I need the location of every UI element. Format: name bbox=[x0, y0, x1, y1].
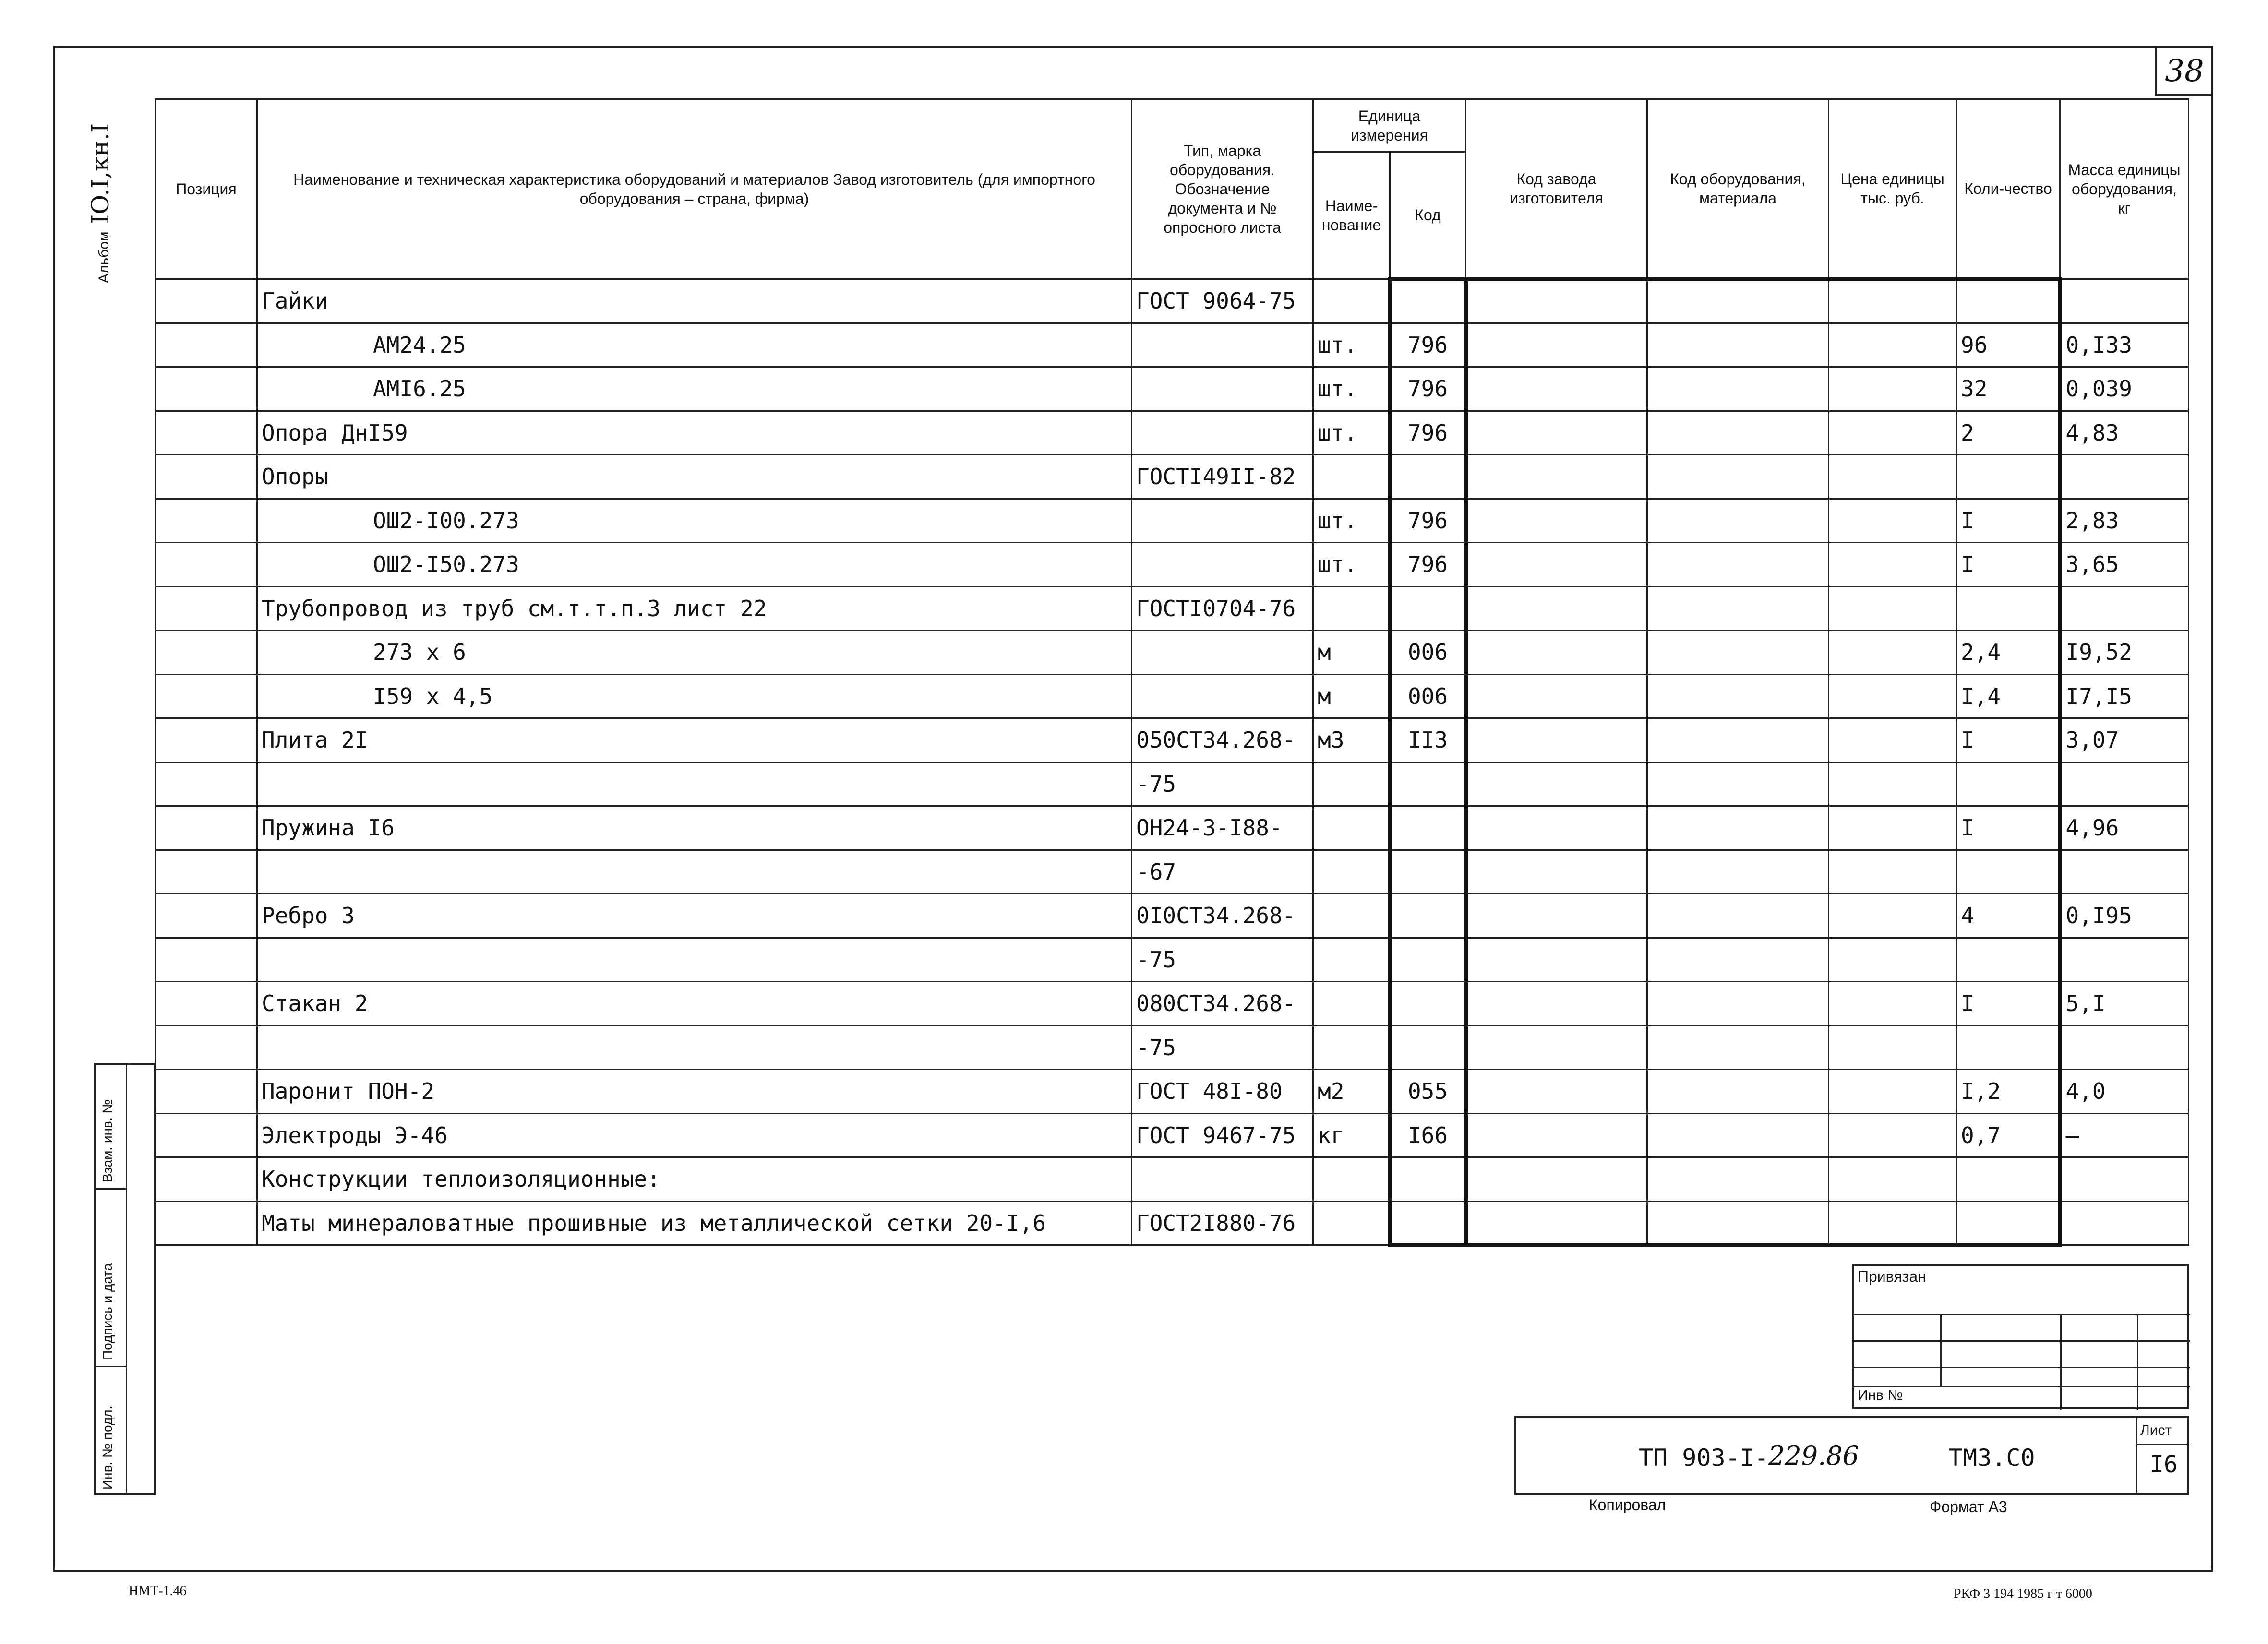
unit-code-cell: 006 bbox=[1390, 674, 1466, 718]
type-cell bbox=[1132, 543, 1313, 587]
equipment-code-cell bbox=[1647, 894, 1829, 938]
price-cell bbox=[1829, 850, 1956, 894]
table-row bbox=[156, 894, 2189, 938]
unit-code-cell bbox=[1390, 1025, 1466, 1070]
equipment-code-cell bbox=[1647, 1201, 1829, 1245]
qty-cell bbox=[1956, 850, 2060, 894]
type-cell: -75 bbox=[1132, 762, 1313, 806]
price-cell bbox=[1829, 543, 1956, 587]
unit-code-cell: 796 bbox=[1390, 323, 1466, 367]
footer-right-code: РКФ 3 194 1985 г т 6000 bbox=[1954, 1586, 2092, 1601]
price-cell bbox=[1829, 1157, 1956, 1202]
position-cell bbox=[156, 894, 257, 938]
price-cell bbox=[1829, 1070, 1956, 1114]
table-row bbox=[156, 718, 2189, 762]
type-cell: ГОСТ 48I-80 bbox=[1132, 1070, 1313, 1114]
position-cell bbox=[156, 718, 257, 762]
price-cell bbox=[1829, 1113, 1956, 1157]
item-name-cell bbox=[257, 938, 1132, 982]
mass-cell: 4,83 bbox=[2060, 411, 2189, 455]
unit-name-cell bbox=[1313, 938, 1390, 982]
equipment-code-cell bbox=[1647, 631, 1829, 675]
table-row bbox=[156, 762, 2189, 806]
item-name-cell: Ребро 3 bbox=[257, 894, 1132, 938]
type-cell bbox=[1132, 323, 1313, 367]
unit-code-cell: 796 bbox=[1390, 499, 1466, 543]
equipment-code-cell bbox=[1647, 718, 1829, 762]
equipment-code-cell bbox=[1647, 938, 1829, 982]
price-cell bbox=[1829, 718, 1956, 762]
table-row bbox=[156, 1025, 2189, 1070]
item-name-cell: Гайки bbox=[257, 279, 1132, 323]
item-name-cell: Конструкции теплоизоляционные: bbox=[257, 1157, 1132, 1202]
qty-cell: I bbox=[1956, 806, 2060, 850]
qty-cell bbox=[1956, 586, 2060, 631]
page-number: 38 bbox=[2155, 48, 2212, 96]
doc-mark: ТМ3.С0 bbox=[1948, 1444, 2035, 1472]
factory-code-cell bbox=[1466, 631, 1647, 675]
qty-cell: 96 bbox=[1956, 323, 2060, 367]
item-name-cell: I59 x 4,5 bbox=[257, 674, 1132, 718]
price-cell bbox=[1829, 1025, 1956, 1070]
mass-cell bbox=[2060, 938, 2189, 982]
mass-cell: 0,I95 bbox=[2060, 894, 2189, 938]
equipment-code-cell bbox=[1647, 499, 1829, 543]
type-cell bbox=[1132, 631, 1313, 675]
item-name-cell: Электроды Э-46 bbox=[257, 1113, 1132, 1157]
factory-code-cell bbox=[1466, 279, 1647, 323]
qty-cell bbox=[1956, 762, 2060, 806]
type-cell: 0I0СТ34.268- bbox=[1132, 894, 1313, 938]
position-cell bbox=[156, 279, 257, 323]
position-cell bbox=[156, 1201, 257, 1245]
mass-cell: 5,I bbox=[2060, 982, 2189, 1026]
mass-cell: 3,07 bbox=[2060, 718, 2189, 762]
qty-cell: I,4 bbox=[1956, 674, 2060, 718]
type-cell: 080СТ34.268- bbox=[1132, 982, 1313, 1026]
unit-code-cell: 796 bbox=[1390, 367, 1466, 411]
equipment-code-cell bbox=[1647, 762, 1829, 806]
factory-code-cell bbox=[1466, 850, 1647, 894]
qty-cell: 2 bbox=[1956, 411, 2060, 455]
unit-code-cell: 796 bbox=[1390, 411, 1466, 455]
equipment-code-cell bbox=[1647, 806, 1829, 850]
mass-cell: – bbox=[2060, 1113, 2189, 1157]
factory-code-cell bbox=[1466, 367, 1647, 411]
position-cell bbox=[156, 806, 257, 850]
equipment-code-cell bbox=[1647, 455, 1829, 499]
unit-name-cell: кг bbox=[1313, 1113, 1390, 1157]
factory-code-cell bbox=[1466, 718, 1647, 762]
doc-number: 229.86 bbox=[1768, 1441, 1859, 1471]
position-cell bbox=[156, 543, 257, 587]
price-cell bbox=[1829, 323, 1956, 367]
table-row bbox=[156, 674, 2189, 718]
table-row bbox=[156, 982, 2189, 1026]
table-row bbox=[156, 1113, 2189, 1157]
equipment-code-cell bbox=[1647, 367, 1829, 411]
album-label bbox=[86, 62, 125, 283]
side-stamp bbox=[94, 1063, 156, 1495]
equipment-code-cell bbox=[1647, 543, 1829, 587]
qty-cell: 32 bbox=[1956, 367, 2060, 411]
unit-name-cell bbox=[1313, 982, 1390, 1026]
header-position: Позиция bbox=[156, 99, 257, 279]
mass-cell: 4,0 bbox=[2060, 1070, 2189, 1114]
price-cell bbox=[1829, 499, 1956, 543]
unit-code-cell bbox=[1390, 279, 1466, 323]
equipment-code-cell bbox=[1647, 1025, 1829, 1070]
table-row bbox=[156, 411, 2189, 455]
qty-cell bbox=[1956, 1025, 2060, 1070]
qty-cell: 0,7 bbox=[1956, 1113, 2060, 1157]
unit-name-cell bbox=[1313, 806, 1390, 850]
mass-cell bbox=[2060, 279, 2189, 323]
mass-cell: 2,83 bbox=[2060, 499, 2189, 543]
item-name-cell: Стакан 2 bbox=[257, 982, 1132, 1026]
unit-code-cell bbox=[1390, 1157, 1466, 1202]
position-cell bbox=[156, 850, 257, 894]
type-cell: ГОСТ2I880-76 bbox=[1132, 1201, 1313, 1245]
sheet-number: I6 bbox=[2150, 1451, 2178, 1478]
table-row bbox=[156, 1201, 2189, 1245]
factory-code-cell bbox=[1466, 762, 1647, 806]
factory-code-cell bbox=[1466, 1070, 1647, 1114]
factory-code-cell bbox=[1466, 323, 1647, 367]
table-row bbox=[156, 279, 2189, 323]
position-cell bbox=[156, 674, 257, 718]
unit-name-cell bbox=[1313, 894, 1390, 938]
price-cell bbox=[1829, 1201, 1956, 1245]
item-name-cell bbox=[257, 850, 1132, 894]
copied-label: Копировал bbox=[1589, 1496, 1666, 1513]
qty-cell: I bbox=[1956, 982, 2060, 1026]
table-row bbox=[156, 586, 2189, 631]
unit-name-cell: шт. bbox=[1313, 367, 1390, 411]
position-cell bbox=[156, 586, 257, 631]
specification-table bbox=[155, 98, 2189, 1247]
table-row bbox=[156, 1070, 2189, 1114]
equipment-code-cell bbox=[1647, 982, 1829, 1026]
unit-code-cell bbox=[1390, 455, 1466, 499]
header-equipment-code: Код оборудования, материала bbox=[1647, 99, 1829, 279]
price-cell bbox=[1829, 586, 1956, 631]
type-cell: 050СТ34.268- bbox=[1132, 718, 1313, 762]
album-word: Альбом bbox=[96, 231, 112, 283]
unit-name-cell: м bbox=[1313, 674, 1390, 718]
item-name-cell: Плита 2I bbox=[257, 718, 1132, 762]
unit-code-cell bbox=[1390, 1201, 1466, 1245]
price-cell bbox=[1829, 411, 1956, 455]
qty-cell: 2,4 bbox=[1956, 631, 2060, 675]
mass-cell bbox=[2060, 850, 2189, 894]
header-mass: Масса единицы оборудования, кг bbox=[2060, 99, 2189, 279]
mass-cell: 0,039 bbox=[2060, 367, 2189, 411]
item-name-cell bbox=[257, 762, 1132, 806]
factory-code-cell bbox=[1466, 499, 1647, 543]
unit-code-cell: II3 bbox=[1390, 718, 1466, 762]
unit-code-cell: 055 bbox=[1390, 1070, 1466, 1114]
type-cell bbox=[1132, 1157, 1313, 1202]
mass-cell bbox=[2060, 1025, 2189, 1070]
factory-code-cell bbox=[1466, 543, 1647, 587]
type-cell: -67 bbox=[1132, 850, 1313, 894]
header-name: Наименование и техническая характеристика оборудований и материалов Завод изготовитель (для импортного оборудования – страна, фирма) bbox=[257, 99, 1132, 279]
unit-code-cell bbox=[1390, 894, 1466, 938]
table-row bbox=[156, 1157, 2189, 1202]
position-cell bbox=[156, 938, 257, 982]
title-block: Лист I6 ТП 903-I- 229.86 ТМ3.С0 bbox=[1514, 1416, 2189, 1495]
factory-code-cell bbox=[1466, 894, 1647, 938]
format-label: Формат А3 bbox=[1930, 1498, 2007, 1515]
unit-code-cell bbox=[1390, 938, 1466, 982]
header-unit-name: Наиме-нование bbox=[1313, 152, 1390, 279]
unit-code-cell: 006 bbox=[1390, 631, 1466, 675]
item-name-cell: 273 x 6 bbox=[257, 631, 1132, 675]
mass-cell bbox=[2060, 1157, 2189, 1202]
unit-name-cell: шт. bbox=[1313, 323, 1390, 367]
table-row bbox=[156, 850, 2189, 894]
factory-code-cell bbox=[1466, 1025, 1647, 1070]
price-cell bbox=[1829, 455, 1956, 499]
item-name-cell: Маты минераловатные прошивные из металлической сетки 20-I,6 bbox=[257, 1201, 1132, 1245]
header-qty: Коли-чество bbox=[1956, 99, 2060, 279]
type-cell: ОН24-3-I88- bbox=[1132, 806, 1313, 850]
type-cell: ГОСТI49II-82 bbox=[1132, 455, 1313, 499]
equipment-code-cell bbox=[1647, 279, 1829, 323]
mass-cell: 3,65 bbox=[2060, 543, 2189, 587]
item-name-cell: АМI6.25 bbox=[257, 367, 1132, 411]
position-cell bbox=[156, 1157, 257, 1202]
unit-name-cell: м2 bbox=[1313, 1070, 1390, 1114]
mass-cell bbox=[2060, 586, 2189, 631]
factory-code-cell bbox=[1466, 1113, 1647, 1157]
equipment-code-cell bbox=[1647, 674, 1829, 718]
unit-code-cell bbox=[1390, 762, 1466, 806]
type-cell: ГОСТ 9467-75 bbox=[1132, 1113, 1313, 1157]
price-cell bbox=[1829, 982, 1956, 1026]
equipment-code-cell bbox=[1647, 323, 1829, 367]
table-body bbox=[156, 279, 2189, 1245]
type-cell: ГОСТ 9064-75 bbox=[1132, 279, 1313, 323]
position-cell bbox=[156, 1025, 257, 1070]
unit-name-cell bbox=[1313, 1025, 1390, 1070]
price-cell bbox=[1829, 938, 1956, 982]
unit-name-cell: м bbox=[1313, 631, 1390, 675]
position-cell bbox=[156, 323, 257, 367]
price-cell bbox=[1829, 894, 1956, 938]
factory-code-cell bbox=[1466, 1201, 1647, 1245]
price-cell bbox=[1829, 631, 1956, 675]
qty-cell bbox=[1956, 455, 2060, 499]
stamp-inv-original: Инв. № подл. bbox=[100, 1406, 115, 1489]
mass-cell: 0,I33 bbox=[2060, 323, 2189, 367]
equipment-code-cell bbox=[1647, 586, 1829, 631]
qty-cell bbox=[1956, 938, 2060, 982]
unit-code-cell bbox=[1390, 850, 1466, 894]
factory-code-cell bbox=[1466, 455, 1647, 499]
position-cell bbox=[156, 982, 257, 1026]
factory-code-cell bbox=[1466, 938, 1647, 982]
position-cell bbox=[156, 1070, 257, 1114]
table-row bbox=[156, 367, 2189, 411]
unit-code-cell bbox=[1390, 982, 1466, 1026]
unit-code-cell bbox=[1390, 586, 1466, 631]
price-cell bbox=[1829, 674, 1956, 718]
header-type: Тип, марка оборудования. Обозначение документа и № опросного листа bbox=[1132, 99, 1313, 279]
unit-name-cell bbox=[1313, 455, 1390, 499]
unit-name-cell: шт. bbox=[1313, 543, 1390, 587]
factory-code-cell bbox=[1466, 586, 1647, 631]
qty-cell: I bbox=[1956, 718, 2060, 762]
qty-cell bbox=[1956, 279, 2060, 323]
bound-box: Привязан Инв № bbox=[1852, 1264, 2189, 1409]
position-cell bbox=[156, 499, 257, 543]
type-cell: ГОСТI0704-76 bbox=[1132, 586, 1313, 631]
header-price: Цена единицы тыс. руб. bbox=[1829, 99, 1956, 279]
mass-cell: I9,52 bbox=[2060, 631, 2189, 675]
item-name-cell: ОШ2-I50.273 bbox=[257, 543, 1132, 587]
footer-left-code: НМТ-1.46 bbox=[129, 1584, 187, 1598]
unit-name-cell bbox=[1313, 1201, 1390, 1245]
header-unit-code: Код bbox=[1390, 152, 1466, 279]
unit-code-cell: I66 bbox=[1390, 1113, 1466, 1157]
factory-code-cell bbox=[1466, 674, 1647, 718]
qty-cell: I bbox=[1956, 543, 2060, 587]
unit-name-cell: м3 bbox=[1313, 718, 1390, 762]
header-factory-code: Код завода изготовителя bbox=[1466, 99, 1647, 279]
position-cell bbox=[156, 411, 257, 455]
table-row bbox=[156, 631, 2189, 675]
equipment-code-cell bbox=[1647, 1070, 1829, 1114]
mass-cell: 4,96 bbox=[2060, 806, 2189, 850]
table-row bbox=[156, 499, 2189, 543]
item-name-cell: Паронит ПОН-2 bbox=[257, 1070, 1132, 1114]
type-cell bbox=[1132, 367, 1313, 411]
item-name-cell: ОШ2-I00.273 bbox=[257, 499, 1132, 543]
qty-cell: 4 bbox=[1956, 894, 2060, 938]
position-cell bbox=[156, 455, 257, 499]
equipment-code-cell bbox=[1647, 411, 1829, 455]
item-name-cell: Пружина I6 bbox=[257, 806, 1132, 850]
mass-cell bbox=[2060, 455, 2189, 499]
price-cell bbox=[1829, 806, 1956, 850]
table-row bbox=[156, 806, 2189, 850]
unit-name-cell: шт. bbox=[1313, 411, 1390, 455]
item-name-cell: Опора ДнI59 bbox=[257, 411, 1132, 455]
mass-cell: I7,I5 bbox=[2060, 674, 2189, 718]
position-cell bbox=[156, 1113, 257, 1157]
item-name-cell: Опоры bbox=[257, 455, 1132, 499]
stamp-replace-inv: Взам. инв. № bbox=[96, 1065, 126, 1190]
table-row bbox=[156, 323, 2189, 367]
type-cell bbox=[1132, 411, 1313, 455]
stamp-sign-date: Подпись и дата bbox=[96, 1190, 126, 1367]
table-row bbox=[156, 938, 2189, 982]
position-cell bbox=[156, 631, 257, 675]
header-unit-group: Единица измерения bbox=[1313, 99, 1466, 152]
table-row bbox=[156, 455, 2189, 499]
unit-name-cell: шт. bbox=[1313, 499, 1390, 543]
price-cell bbox=[1829, 279, 1956, 323]
factory-code-cell bbox=[1466, 982, 1647, 1026]
factory-code-cell bbox=[1466, 806, 1647, 850]
type-cell bbox=[1132, 674, 1313, 718]
album-value: IO.I,кн.I bbox=[86, 123, 114, 224]
item-name-cell bbox=[257, 1025, 1132, 1070]
unit-name-cell bbox=[1313, 586, 1390, 631]
doc-prefix: ТП 903-I- bbox=[1639, 1444, 1769, 1472]
qty-cell: I bbox=[1956, 499, 2060, 543]
equipment-code-cell bbox=[1647, 1157, 1829, 1202]
qty-cell: I,2 bbox=[1956, 1070, 2060, 1114]
unit-code-cell: 796 bbox=[1390, 543, 1466, 587]
qty-cell bbox=[1956, 1157, 2060, 1202]
type-cell: -75 bbox=[1132, 1025, 1313, 1070]
unit-name-cell bbox=[1313, 850, 1390, 894]
qty-cell bbox=[1956, 1201, 2060, 1245]
factory-code-cell bbox=[1466, 1157, 1647, 1202]
equipment-code-cell bbox=[1647, 1113, 1829, 1157]
factory-code-cell bbox=[1466, 411, 1647, 455]
equipment-code-cell bbox=[1647, 850, 1829, 894]
unit-name-cell bbox=[1313, 762, 1390, 806]
unit-code-cell bbox=[1390, 806, 1466, 850]
position-cell bbox=[156, 367, 257, 411]
price-cell bbox=[1829, 762, 1956, 806]
mass-cell bbox=[2060, 762, 2189, 806]
unit-name-cell bbox=[1313, 1157, 1390, 1202]
unit-name-cell bbox=[1313, 279, 1390, 323]
mass-cell bbox=[2060, 1201, 2189, 1245]
type-cell: -75 bbox=[1132, 938, 1313, 982]
table-row bbox=[156, 543, 2189, 587]
type-cell bbox=[1132, 499, 1313, 543]
item-name-cell: АМ24.25 bbox=[257, 323, 1132, 367]
position-cell bbox=[156, 762, 257, 806]
item-name-cell: Трубопровод из труб см.т.т.п.3 лист 22 bbox=[257, 586, 1132, 631]
price-cell bbox=[1829, 367, 1956, 411]
